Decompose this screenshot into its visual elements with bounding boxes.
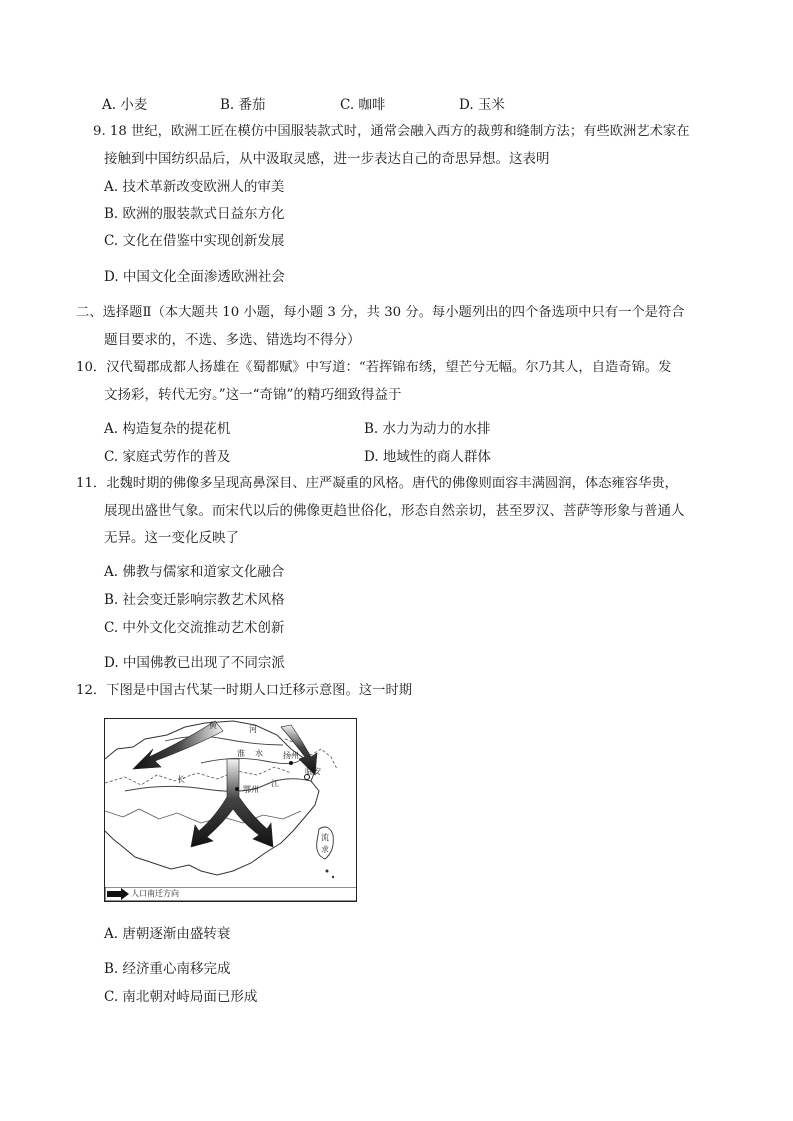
q8-option-c: C. 咖啡 bbox=[340, 97, 386, 113]
q9-stem-line1: 9. 18 世纪，欧洲工匠在模仿中国服装款式时，通常会融入西方的裁剪和缝制方法；有些欧洲艺术家在 bbox=[93, 124, 690, 139]
q8-option-d: D. 玉米 bbox=[459, 97, 505, 113]
yangtze-river bbox=[125, 779, 311, 792]
border-line-south bbox=[105, 809, 301, 823]
q12-stem: 12．下图是中国古代某一时期人口迁移示意图。这一时期 bbox=[76, 683, 413, 698]
population-migration-map bbox=[104, 718, 357, 902]
q9-stem-line2: 接触到中国纺织品后，从中汲取灵感，进一步表达自己的奇思异想。这表明 bbox=[104, 151, 550, 167]
q11-stem-line2: 展现出盛世气象。而宋代以后的佛像更趋世俗化，形态自然亲切，甚至罗汉、菩萨等形象与普通人 bbox=[104, 503, 685, 519]
q12-option-c: C. 南北朝对峙局面已形成 bbox=[104, 989, 258, 1005]
migration-arrow-south bbox=[191, 759, 273, 847]
border-line-north bbox=[105, 767, 291, 785]
section2-header-line1: 二、选择题Ⅱ（本大题共 10 小题，每小题 3 分，共 30 分。每小题列出的四个备选项中只有一个是符合 bbox=[76, 305, 685, 320]
q11-option-d: D. 中国佛教已出现了不同宗派 bbox=[104, 655, 285, 671]
label-huai: 淮 bbox=[237, 749, 245, 758]
section2-header-line2: 题目要求的，不选、多选、错选均不得分） bbox=[104, 332, 361, 348]
q10-option-a: A. 构造复杂的提花机 bbox=[104, 421, 231, 437]
taiwan-island bbox=[317, 827, 334, 859]
label-liu: 流 bbox=[321, 833, 329, 842]
q8-option-a: A. 小麦 bbox=[102, 97, 148, 113]
q11-stem-line3: 无异。这一变化反映了 bbox=[104, 530, 239, 546]
q9-option-a: A. 技术革新改变欧洲人的审美 bbox=[104, 179, 285, 195]
label-jiang: 江 bbox=[271, 779, 279, 788]
q10-option-b: B. 水力为动力的水排 bbox=[364, 421, 491, 437]
q11-option-b: B. 社会变迁影响宗教艺术风格 bbox=[104, 592, 285, 608]
q11-option-c: C. 中外文化交流推动艺术创新 bbox=[104, 620, 285, 636]
label-he: 河 bbox=[249, 725, 257, 734]
q10-option-c: C. 家庭式劳作的普及 bbox=[104, 449, 231, 465]
map-legend bbox=[105, 887, 357, 901]
q9-option-c: C. 文化在借鉴中实现创新发展 bbox=[104, 233, 285, 249]
q8-option-b: B. 番茄 bbox=[220, 97, 266, 113]
city-marker-yangzhou bbox=[289, 761, 293, 765]
q9-option-b: B. 欧洲的服装款式日益东方化 bbox=[104, 206, 285, 222]
q10-stem-line1: 10．汉代蜀郡成都人扬雄在《蜀都赋》中写道：“若挥锦布绣，望芒兮无幅。尔乃其人，自造奇锦。发 bbox=[76, 360, 672, 375]
q11-option-a: A. 佛教与儒家和道家文化融合 bbox=[104, 564, 285, 580]
label-shui: 水 bbox=[255, 749, 263, 758]
q9-option-d: D. 中国文化全面渗透欧洲社会 bbox=[104, 269, 285, 285]
label-huang: 黄 bbox=[209, 721, 217, 730]
q10-stem-line2: 文扬彩，转代无穷。”这一“奇锦”的精巧细致得益于 bbox=[104, 387, 402, 403]
coastline-outline bbox=[105, 721, 319, 875]
label-qiu: 求 bbox=[321, 845, 329, 854]
q12-option-a: A. 唐朝逐渐由盛转衰 bbox=[104, 926, 231, 942]
legend-label: 人口南迁方向 bbox=[131, 889, 179, 898]
label-linan: 临安 bbox=[305, 767, 321, 776]
map-drawing bbox=[105, 719, 357, 902]
q11-stem-line1: 11．北魏时期的佛像多呈现高鼻深目、庄严凝重的风格。唐代的佛像则面容丰满圆润，体态雍容华贵， bbox=[76, 476, 678, 491]
label-chang: 长 bbox=[177, 775, 185, 784]
island-dot bbox=[332, 876, 334, 878]
q10-option-d: D. 地域性的商人群体 bbox=[364, 449, 491, 465]
island-dot bbox=[326, 870, 329, 873]
city-marker-ezhou bbox=[235, 787, 239, 791]
label-ezhou: 鄂州 bbox=[243, 785, 259, 794]
label-yangzhou: 扬州 bbox=[283, 751, 299, 760]
q12-option-b: B. 经济重心南移完成 bbox=[104, 961, 231, 977]
